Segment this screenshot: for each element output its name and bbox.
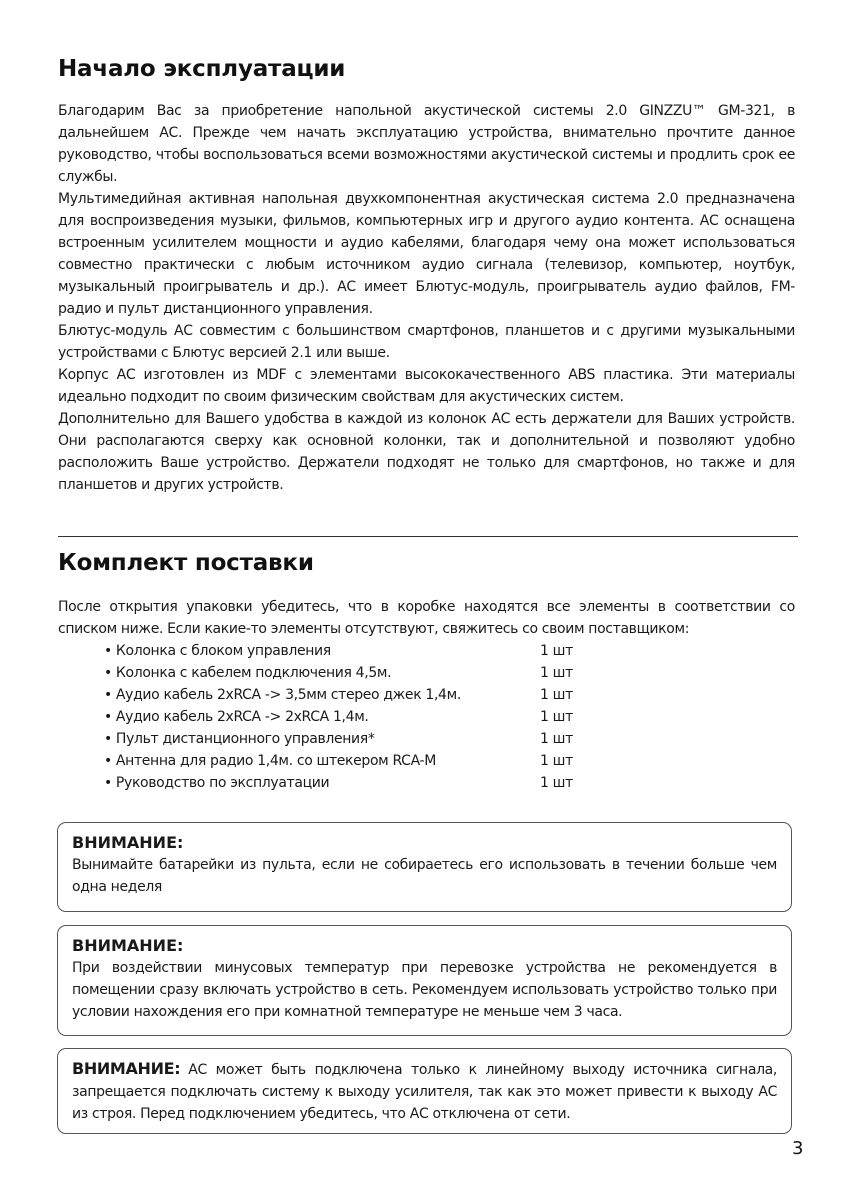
housing-paragraph: Корпус АС изготовлен из MDF с элементами высококачественного ABS пластика. Эти материалы идеально подходит по своим физическим свойствам для акустических систем.	[58, 367, 795, 405]
list-item	[58, 750, 795, 772]
list-item	[58, 662, 795, 684]
item-quantity: 1 шт	[540, 643, 573, 659]
item-name: Колонка с кабелем подключения 4,5м.	[115, 665, 392, 681]
bullet: •	[104, 775, 112, 791]
warning-title: ВНИМАНИЕ:	[72, 1059, 181, 1078]
bullet: •	[104, 665, 112, 681]
warning-text: Вынимайте батарейки из пульта, если не собираетесь его использовать в течении больше чем одна неделя	[72, 857, 777, 895]
warning-box-connection	[57, 1048, 792, 1134]
intro-paragraph: Благодарим Вас за приобретение напольной акустической системы 2.0 GINZZU™ GM-321, в дальнейшем АС. Прежде чем начать эксплуатацию устройства, внимательно прочтите данное руководство, чтобы воспользоваться всеми возможностями акустической системы и продлить срок ее службы.	[58, 103, 795, 185]
warning-title: ВНИМАНИЕ:	[72, 833, 184, 852]
section-title-getting-started: Начало эксплуатации	[58, 56, 346, 82]
bullet: •	[104, 687, 112, 703]
bullet: •	[104, 753, 112, 769]
package-contents	[58, 596, 795, 794]
bullet: •	[104, 709, 112, 725]
list-item	[58, 640, 795, 662]
warning-text: АС может быть подключена только к линейному выходу источника сигнала, запрещается подключать систему к выходу усилителя, так как это может привести к выходу АС из строя. Перед подключением убедитесь, что АС отключена от сети.	[72, 1062, 777, 1122]
package-intro: После открытия упаковки убедитесь, что в коробке находятся все элементы в соответствии со списком ниже. Если какие-то элементы отсутствуют, свяжитесь со своим поставщиком:	[58, 599, 795, 637]
item-name: Аудио кабель 2хRCA -> 3,5мм стерео джек 1,4м.	[115, 687, 461, 703]
item-quantity: 1 шт	[540, 687, 573, 703]
description-paragraph: Мультимедийная активная напольная двухкомпонентная акустическая система 2.0 предназначена для воспроизведения музыки, фильмов, компьютерных игр и другого аудио контента. АС оснащена встроенным усилителем мощности и аудио кабелями, благодаря чему она может использоваться совместно практически с любым источником аудио сигнала (телевизор, компьютер, ноутбук, музыкальный проигрыватель и др.). АС имеет Блютус-модуль, проигрыватель аудио файлов, FM-радио и пульт дистанционного управления.	[58, 191, 795, 317]
package-list	[58, 640, 795, 794]
item-quantity: 1 шт	[540, 753, 573, 769]
item-name: Колонка с блоком управления	[115, 643, 331, 659]
item-quantity: 1 шт	[540, 731, 573, 747]
holders-paragraph: Дополнительно для Вашего удобства в каждой из колонок АС есть держатели для Ваших устройств. Они располагаются сверху как основной колонки, так и дополнительной и позволяют удобно расположить Ваше устройство. Держатели подходят не только для смартфонов, но также и для планшетов и других устройств.	[58, 411, 795, 493]
warning-title: ВНИМАНИЕ:	[72, 936, 184, 955]
item-name: Руководство по эксплуатации	[115, 775, 330, 791]
warning-text: При воздействии минусовых температур при перевозке устройства не рекомендуется в помещении сразу включать устройство в сеть. Рекомендуем использовать устройство только при условии нахождения его при комнатной температуре не меньше чем 3 часа.	[72, 960, 777, 1020]
warning-box-batteries	[57, 822, 792, 912]
bullet: •	[104, 643, 112, 659]
section-divider	[58, 536, 798, 537]
bullet: •	[104, 731, 112, 747]
item-name: Пульт дистанционного управления*	[115, 731, 375, 747]
list-item	[58, 706, 795, 728]
intro-text	[58, 100, 795, 496]
warning-body	[72, 1058, 791, 1125]
item-quantity: 1 шт	[540, 665, 573, 681]
item-name: Антенна для радио 1,4м. со штекером RCA-M	[115, 753, 436, 769]
list-item	[58, 772, 795, 794]
item-name: Аудио кабель 2хRCA -> 2хRCA 1,4м.	[115, 709, 369, 725]
list-item	[58, 684, 795, 706]
warning-box-temperature	[57, 925, 792, 1036]
bluetooth-paragraph: Блютус-модуль АС совместим с большинством смартфонов, планшетов и с другими музыкальными устройствами с Блютус версией 2.1 или выше.	[58, 323, 795, 361]
item-quantity: 1 шт	[540, 775, 573, 791]
list-item	[58, 728, 795, 750]
section-title-package-contents: Комплект поставки	[58, 550, 314, 576]
item-quantity: 1 шт	[540, 709, 573, 725]
page-number: 3	[792, 1138, 804, 1159]
